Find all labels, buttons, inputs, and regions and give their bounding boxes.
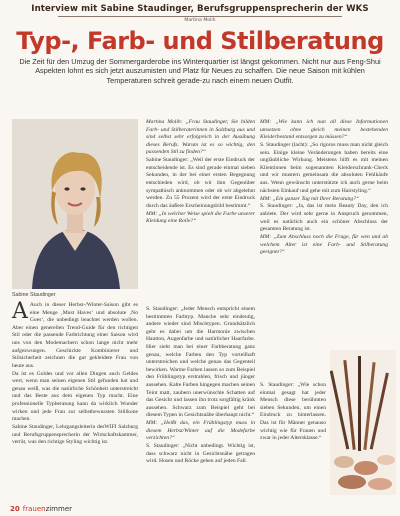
magazine-name-suffix: zimmer	[45, 505, 73, 513]
column-right-bottom	[260, 382, 326, 443]
column-middle-top	[146, 119, 255, 226]
kicker-rule	[58, 16, 342, 17]
paragraph: Martina Molih: „Frau Staudinger, Sie bilden Farb- und Stilberaterinnen in Salzburg aus und sind selbst sehr erfolgreich in der Ausübung dieses Berufs. Warum ist es so wichtig, den passenden Stil zu finden?“	[146, 119, 255, 156]
page-footer	[10, 505, 72, 513]
paragraph: S. Staudinger: „Jeder Mensch entspricht einem bestimmten Farbtyp. Manche sehr eindeutig, andere wieder sind Mischtypen. Grundsätzlich geht es dabei um die Harmonie zwischen Hautton, Augenfarbe und natürlicher Haarfarbe. Hier sieht man bei einer Farbberatung ganz genau, welche Farben den Typ vorteilhaft unterstreichen und welche genau das Gegenteil bewirken. Warme Farben lassen so zum Beispiel den Frühlingstyp erstrahlen, frisch und jünger aussehen. Kalte Farben hingegen machen seinen Teint matt, zaubern unerwünschte Schatten auf das Gesicht und lassen ihn trotz sorgfältig kränk aussehen. Schwarz zum Beispiel geht bei diesem Typen in Gesichtsnähe überhaupt nicht.“	[146, 306, 255, 419]
column-right	[260, 119, 388, 257]
portrait-photo	[12, 119, 138, 289]
paragraph: S. Staudinger: „Ja, das ist mein Beauty Day, den ich anbiete. Der wird sehr gerne in Anspruch genommen, weil es natürlich auch ein schöner Abschluss der gesamten Beratung ist.	[260, 203, 388, 233]
paragraph: MM: „Zum Abschluss noch die Frage, für wen und ab welchem Alter ist eine Farb- und Stilberatung geeignet?“	[260, 234, 388, 256]
paragraph: MM: „Ein ganzer Tag mit Ihrer Beratung?“	[260, 195, 360, 202]
photo-caption: Sabine Staudinger	[12, 292, 56, 298]
column-left	[12, 299, 138, 447]
author-line: Martina Molih	[184, 18, 216, 23]
paragraph: Da ist es Goldes und vor allen Dingen auch Geldes wert, wenn man seinen eigenen Stil gefunden hat und genau weiß, was die natürliche Schönheit unterstreicht und das Beste aus dem eigenen Typ macht. Eine professionelle Typberatung kann da wirklich Wunder wirken und jede Frau zur selbstbewussten Stilikone machen.	[12, 370, 138, 423]
intro-paragraph	[12, 299, 138, 370]
magazine-name: frauen	[22, 505, 46, 513]
portrait-illustration	[12, 119, 138, 289]
paragraph: MM: „Wie kann ich nun all diese Informationen umsetzen ohne gleich meinen bestehenden Kleiderbestand entsorgen zu müssen?“	[260, 119, 388, 141]
page-number: 20	[10, 505, 20, 513]
paragraph: Sabine Staudinger: „Weil der erste Eindruck der entscheidende ist. Es sind gerade einmal sieben Sekunden, in der bei einer ersten Begegnung entschieden wird, ob wir ihm Gegenüber sympathisch anknommen oder ob wir abgelehnt werden. Zu 55 Prozent wird der erste Eindruck durch das äußere Erscheinungsbild bestimmt.“	[146, 157, 255, 209]
paragraph: S. Staudinger: „Wie schon einmal gesagt hat jeder Mensch diese berühmten sieben Sekunden, um einen Eindruck zu hinterlassen. Das ist für Männer genauso wichtig wie für Frauen und zwar in jeder Altersklasse.“	[260, 382, 326, 442]
cosmetics-photo	[330, 350, 396, 495]
interview-kicker: Interview mit Sabine Staudinger, Berufsgruppensprecherin der WKS	[31, 4, 369, 14]
paragraph: Sabine Staudinger, Lehrgangsleiterin desWIFI Salzburg und Berufsgruppensprecherin der Wirtschaftskammer, verrät, was den richtige Styling wichtig ist.	[12, 424, 138, 446]
intro-text: Auch in dieser Herbst-/Winter-Saison gibt es eine Menge ‚Must Haves‘ und absolute ‚No Goes‘, die unbedingt beachtet werden wollen. Aber einen generellen Trend-Guide für den richtigen Stil oder die passende Farbrichtung einer Saison wird uns von den Modemachern schon lange nicht mehr aufgezwungen. Geschickte Kombinierer und Stilsicherheit zeichnen die gut gekleidete Frau von heute aus.	[12, 302, 138, 369]
cosmetics-illustration	[330, 350, 396, 495]
paragraph: MM: „In welcher Weise spielt die Farbe unserer Kleidung eine Rolle?“	[146, 210, 255, 225]
paragraph: MM: „Heißt das, ein Frühlingstyp muss in diesem Herbst/Winter auf die Modefarbe verzichten?“	[146, 420, 255, 442]
lead-paragraph: Die Zeit für den Umzug der Sommergarderobe ins Winterquartier ist längst gekommen. Nicht nur aus Feng-Shui Aspekten lohnt es sich jetzt auszumisten und Platz für Neues zu schaffen. Die neue Saison mit kühlen Temperaturen schreit gerade-zu nach einem neuen Outfit.	[19, 57, 381, 85]
drop-cap: A	[12, 299, 28, 324]
paragraph: S. Staudinger (lacht): „So rigoros muss man nicht gleich sein. Einige kleine Veränderungen haben bereits eine ungläubliche Wirkung. Meistens hilft es mit meinen Klientinnen beim sogenannten Kleiderschrank-Check und wir mustern gemeinsam die absoluten Fehlkäufe aus. Wenn gewünscht unterstützte ich auch gerne beim nächsten Einkauf und gehe mit zum Hairstyling.“	[260, 142, 388, 194]
paragraph: S. Staudinger: „Nicht unbedingt. Wichtig ist, dass schwarz nicht in Gesichtsnähe getragen wird. Hosen und Röcke gehen auf jeden Fall.	[146, 443, 255, 465]
column-middle-bottom	[146, 306, 255, 466]
page-title: Typ-, Farb- und Stilberatung	[16, 27, 384, 55]
